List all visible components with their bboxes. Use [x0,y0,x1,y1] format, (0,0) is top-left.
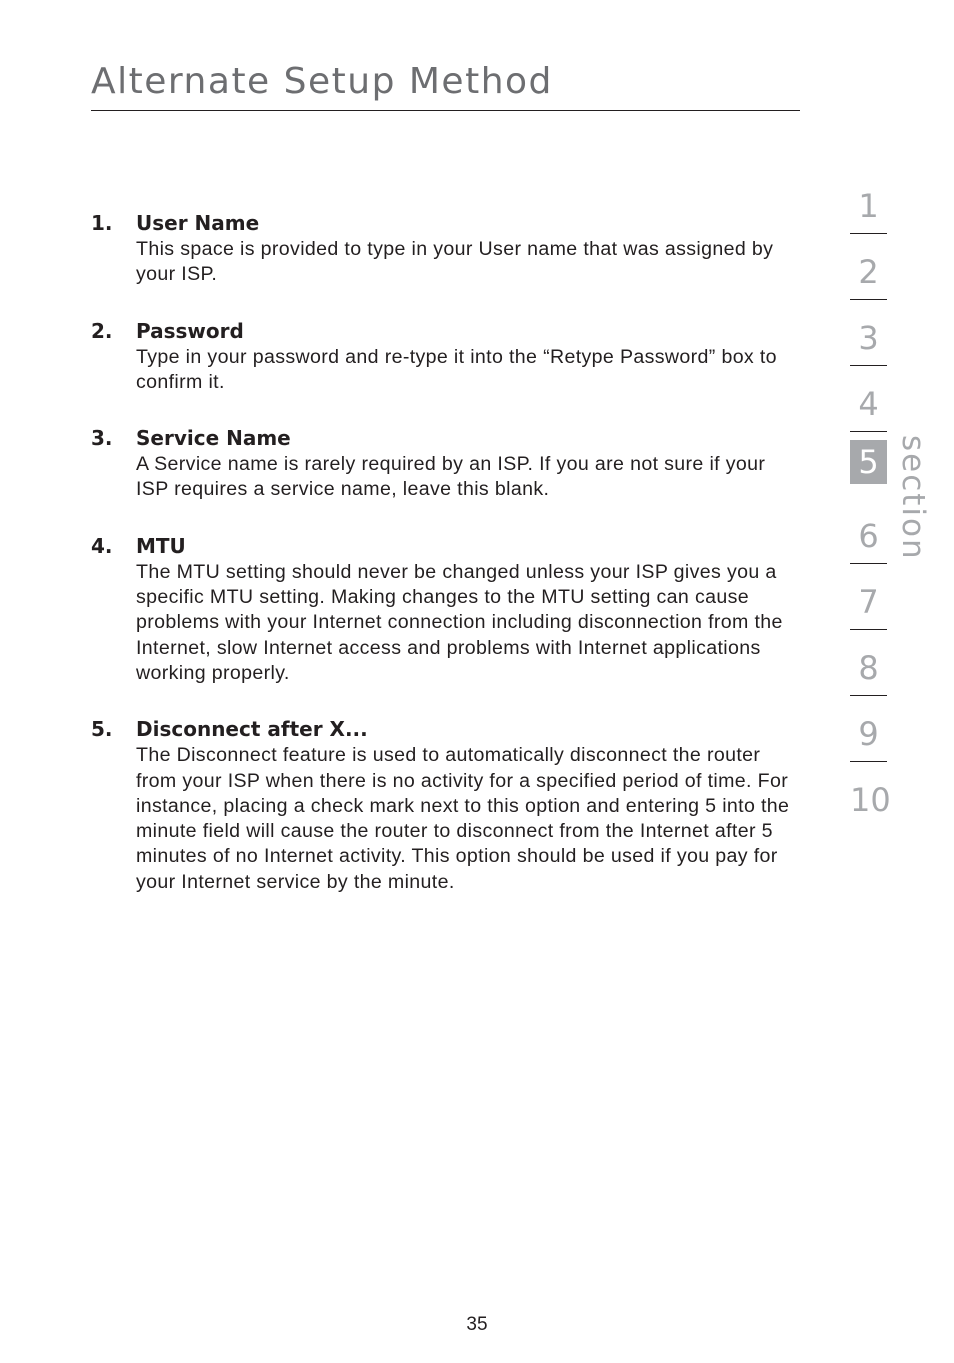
item-title: User Name [136,211,260,235]
section-tab-5-active: 5 [850,440,887,496]
section-tab-7: 7 [850,580,887,636]
item-number: 4. [91,533,113,558]
item-body: This space is provided to type in your User name that was assigned by your ISP. [136,238,774,286]
list-item [91,424,796,503]
section-tab-10: 10 [850,781,891,819]
title-divider [91,110,800,111]
list-item [91,209,796,288]
page-number: 35 [466,1314,488,1335]
list-item [91,317,796,396]
item-number: 2. [91,318,113,343]
item-title: MTU [136,533,186,558]
section-tab-9: 9 [850,712,887,768]
item-title: Password [136,318,244,343]
item-list [91,209,796,924]
section-tab-6: 6 [850,514,887,570]
section-tab-3: 3 [850,316,887,372]
item-body: Type in your password and re-type it into the “Retype Password” box to confirm it. [136,345,777,393]
section-tab-4: 4 [850,382,887,438]
section-tab-1: 1 [850,184,887,240]
item-title: Service Name [136,426,291,451]
item-body: The Disconnect feature is used to automatically disconnect the router from your ISP when there is no activity for a specified period of time. For instance, placing a check mark next to this option and entering 5 into the minute field will cause the router to disconnect from the Internet after 5 minutes of no Internet activity. This option should be used if you pay for your Internet service by the minute. [136,744,790,893]
list-item [91,715,796,895]
section-tab-2: 2 [850,250,887,306]
item-number: 5. [91,717,113,742]
item-body: A Service name is rarely required by an ISP. If you are not sure if your ISP requires a service name, leave this blank. [136,453,766,501]
section-label: section [895,435,931,561]
page-title: Alternate Setup Method [91,61,553,102]
item-number: 1. [91,211,113,235]
item-title: Disconnect after X... [136,717,368,742]
item-number: 3. [91,426,113,451]
section-tab-8: 8 [850,646,887,702]
item-body: The MTU setting should never be changed unless your ISP gives you a specific MTU setting. Making changes to the MTU setting can cause problems with your Internet connection including disconnection from the Internet, slow Internet access and problems with Internet applications working properly. [136,560,783,684]
list-item [91,532,796,686]
